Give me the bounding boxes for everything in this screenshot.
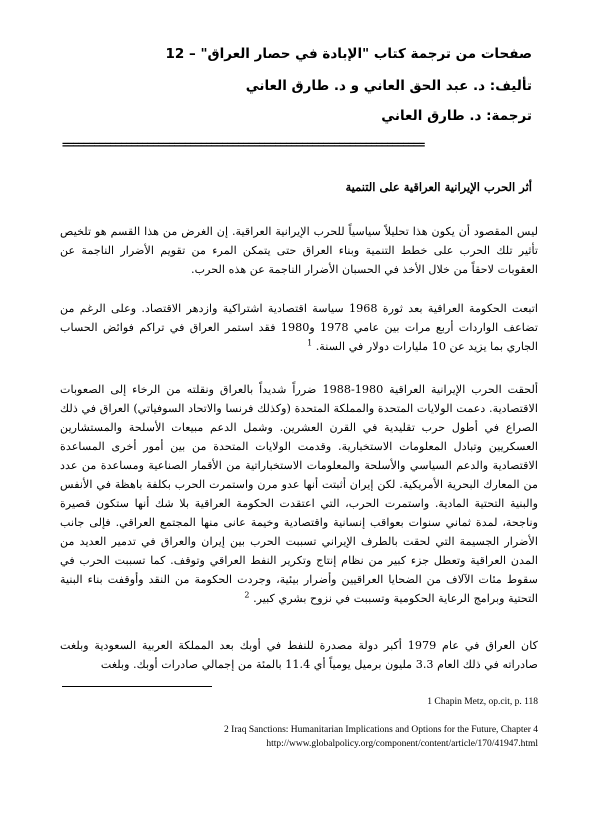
paragraph-1 <box>60 222 538 279</box>
paragraph-text: اتبعت الحكومة العراقية بعد ثورة 1968 سياسة اقتصادية اشتراكية وازدهر الاقتصاد. وعلى الرغم من تضاعف الواردات أربع مرات بين عامي 1978 و1980 فقد استمر العراق في تراكم فوائض الحساب الجاري بما يزيد عن 10 مليارات دولار في السنة. <box>60 302 538 353</box>
paragraph-4 <box>60 636 538 674</box>
authors-line: تأليف: د. عبد الحق العاني و د. طارق العاني <box>245 78 532 94</box>
footnote-2-link[interactable]: http://www.globalpolicy.org/component/content/article/170/41947.html <box>266 739 538 749</box>
footnote-1: 1 Chapin Metz, op.cit, p. 118 <box>427 697 538 707</box>
footnote-ref-1[interactable]: 1 <box>307 338 313 348</box>
paragraph-text: كان العراق في عام 1979 أكبر دولة مصدرة للنفط في أوبك بعد المملكة العربية السعودية وبلغت صادراته في ذلك العام 3.3 مليون برميل يومياً أي 11.4 بالمئة من إجمالي صادرات أوبك. وبلغت <box>60 639 538 671</box>
divider-rule: ==================================================================== <box>62 140 424 150</box>
footnote-ref-2[interactable]: 2 <box>244 590 250 600</box>
page-title: صفحات من ترجمة كتاب "الإبادة في حصار العراق" – 12 <box>165 46 532 62</box>
paragraph-text: ليس المقصود أن يكون هذا تحليلاً سياسياً للحرب الإيرانية العراقية. إن الغرض من هذا القسم هو تلخيص تأثير تلك الحرب على خطط التنمية وبناء العراق حتى يتمكن المرء من تقويم الأضرار الناجمة عن العقوبات لاحقاً من خلال الأخذ في الحسبان الأضرار الناجمة عن هذه الحرب. <box>60 225 538 276</box>
footnote-2: 2 Iraq Sanctions: Humanitarian Implications and Options for the Future, Chapter 4 <box>224 725 538 735</box>
footnote-separator <box>62 686 212 687</box>
section-heading: أثر الحرب الإيرانية العراقية على التنمية <box>345 180 532 194</box>
paragraph-text: ألحقت الحرب الإيرانية العراقية 1980-1988 ضرراً شديداً بالعراق ونقلته من الرخاء إلى الصعوبات الاقتصادية. دعمت الولايات المتحدة والمملكة المتحدة (وكذلك فرنسا والاتحاد السوفياتي) العراق في ذلك الصراع في أطول حرب تقليدية في القرن العشرين. وشمل الدعم مبيعات الأسلحة والمستشارين العسكريين وتبادل المعلومات الاستخبارية. وقدمت الولايات المتحدة من بين أمور أخرى المساعدة الاقتصادية والدعم السياسي والأسلحة والمعلومات الاستخباراتية من الأقمار الصناعية ومساعدة من عدد من المعارك البحرية الأمريكية. لكن إيران أثبتت أنها عدو مرن واستمرت الحرب بكلفة باهظة في الأنفس والبنية التحتية المادية. واستمرت الحرب، التي اعتقدت الحكومة العراقية بلا شك أنها ستكون قصيرة وناجحة، لمدة ثماني سنوات بعواقب إنسانية واقتصادية وخيمة عانى منها المجتمع العراقي. فإلى جانب الأضرار الجسيمة التي لحقت بالطرف الإيراني تسببت الحرب بين إيران والعراق في تدمير العديد من المدن العراقية وتعطل جزء كبير من نظام إنتاج وتكرير النفط العراقي وتوقف. كما تسببت الحرب في سقوط مئات الآلاف من الضحايا العراقيين وأضرار بيئية، وجردت الحكومة من النقد وأوقفت بناء البنية التحتية وبرامج الرعاية الحكومية وتسببت في نزوح بشري كبير. <box>60 383 538 605</box>
translator-line: ترجمة: د. طارق العاني <box>381 108 532 124</box>
paragraph-3 <box>60 380 538 608</box>
paragraph-2 <box>60 299 538 356</box>
